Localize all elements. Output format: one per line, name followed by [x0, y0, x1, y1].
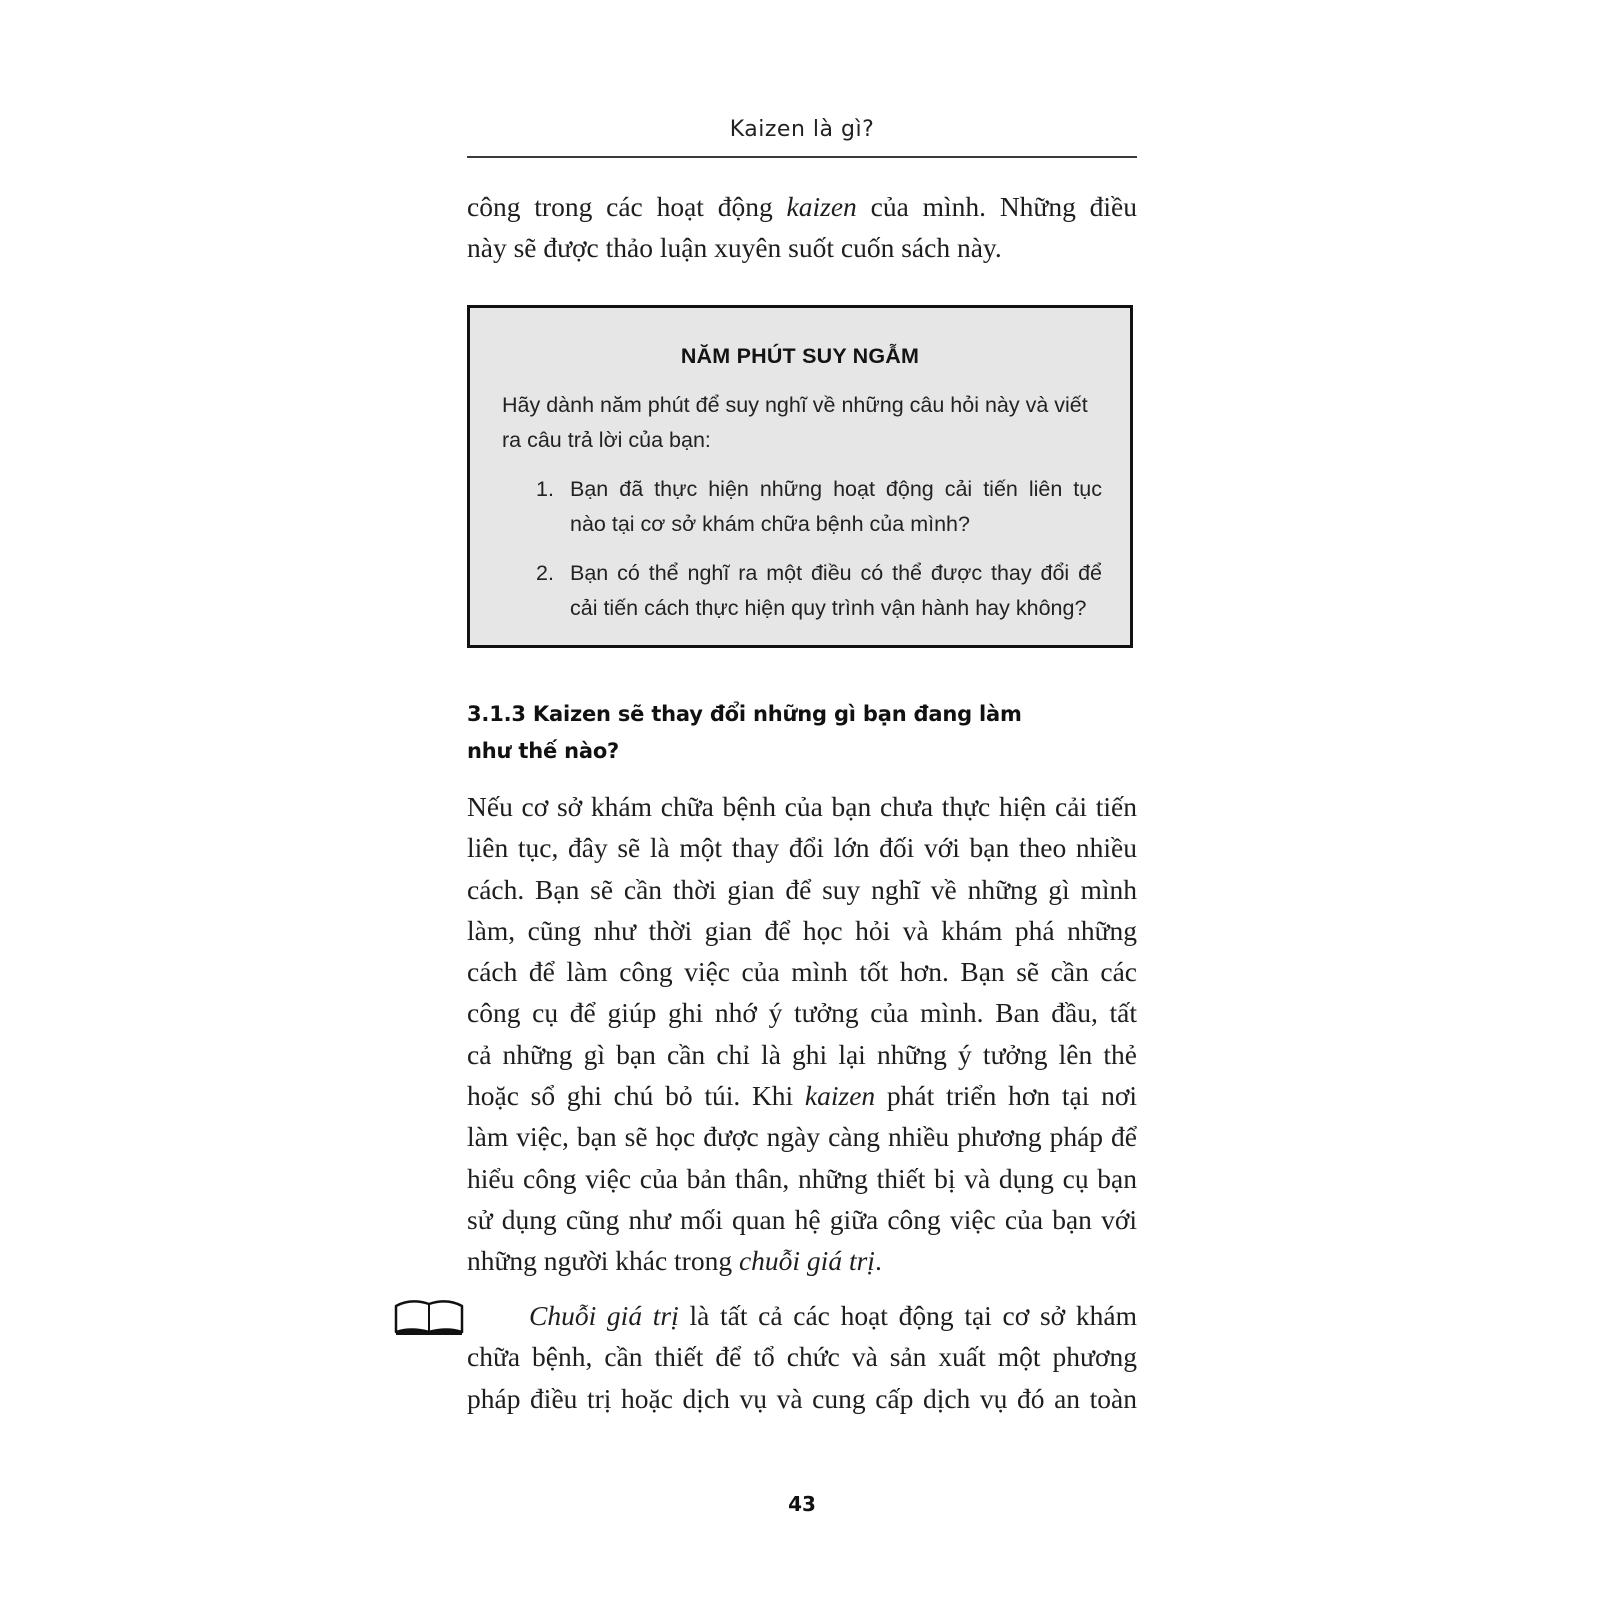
text-line: pháp điều trị hoặc dịch vụ và cung cấp dịch vụ đó an toàn [467, 1382, 1137, 1414]
question-text [570, 556, 1102, 626]
text-line: chữa bệnh, cần thiết để tổ chức và sản xuất một phương [467, 1341, 1137, 1373]
text-line: Nếu cơ sở khám chữa bệnh của bạn chưa thực hiện cải tiến [467, 791, 1137, 822]
open-book-icon [393, 1298, 465, 1336]
reflection-box [467, 305, 1133, 648]
text-line: những người khác trong chuỗi giá trị. [467, 1245, 882, 1277]
section-heading [467, 696, 1137, 770]
intro-paragraph [467, 186, 1137, 269]
question-line: Bạn đã thực hiện những hoạt động cải tiến liên tục [570, 477, 1102, 501]
italic-term: Chuỗi giá trị [529, 1300, 679, 1331]
header-rule [467, 156, 1137, 158]
section-body-paragraph [467, 786, 1137, 1282]
reflection-box-intro [502, 388, 1102, 458]
question-line: nào tại cơ sở khám chữa bệnh của mình? [570, 512, 970, 536]
text-line: công trong các hoạt động kaizen của mình. Những điều [467, 191, 1137, 222]
text-line: liên tục, đây sẽ là một thay đổi lớn đối với bạn theo nhiều [467, 832, 1137, 864]
heading-line: 3.1.3 Kaizen sẽ thay đổi những gì bạn đang làm [467, 702, 1022, 726]
text-line: hiểu công việc của bản thân, những thiết bị và dụng cụ bạn [467, 1162, 1137, 1194]
text-line: công cụ để giúp ghi nhớ ý tưởng của mình. Ban đầu, tất [467, 997, 1137, 1029]
text-line: làm, cũng như thời gian để học hỏi và khám phá những [467, 914, 1137, 946]
text-line: làm việc, bạn sẽ học được ngày càng nhiều phương pháp để [467, 1121, 1137, 1153]
italic-term: chuỗi giá trị [738, 1245, 875, 1277]
reflection-box-title: NĂM PHÚT SUY NGẪM [680, 344, 920, 368]
heading-line: như thế nào? [467, 739, 620, 763]
italic-term: kaizen [786, 191, 857, 222]
italic-term: kaizen [804, 1080, 876, 1112]
question-text [570, 472, 1102, 542]
text-line: sử dụng cũng như mối quan hệ giữa công việc của bạn với [467, 1203, 1137, 1235]
question-line: cải tiến cách thực hiện quy trình vận hành hay không? [570, 596, 1087, 620]
question-line: Bạn có thể nghĩ ra một điều có thể được thay đổi để [570, 561, 1102, 585]
text-line: cả những gì bạn cần chỉ là ghi lại những ý tưởng lên thẻ [467, 1038, 1137, 1070]
text-line: cách. Bạn sẽ cần thời gian để suy nghĩ về những gì mình [467, 873, 1137, 905]
text-line: này sẽ được thảo luận xuyên suốt cuốn sách này. [467, 232, 1002, 264]
page-number: 43 [788, 1492, 816, 1516]
text-line: cách để làm công việc của mình tốt hơn. Bạn sẽ cần các [467, 956, 1137, 988]
text-line: Chuỗi giá trị là tất cả các hoạt động tại cơ sở khám [529, 1300, 1137, 1331]
intro-line: ra câu trả lời của bạn: [502, 428, 711, 452]
question-number: 1. [536, 477, 554, 501]
intro-line: Hãy dành năm phút để suy nghĩ về những câu hỏi này và viết [502, 393, 1088, 417]
running-head: Kaizen là gì? [729, 117, 875, 142]
question-number: 2. [536, 561, 554, 585]
text-line: hoặc sổ ghi chú bỏ túi. Khi kaizen phát triển hơn tại nơi [467, 1080, 1137, 1112]
definition-paragraph [467, 1295, 1137, 1419]
